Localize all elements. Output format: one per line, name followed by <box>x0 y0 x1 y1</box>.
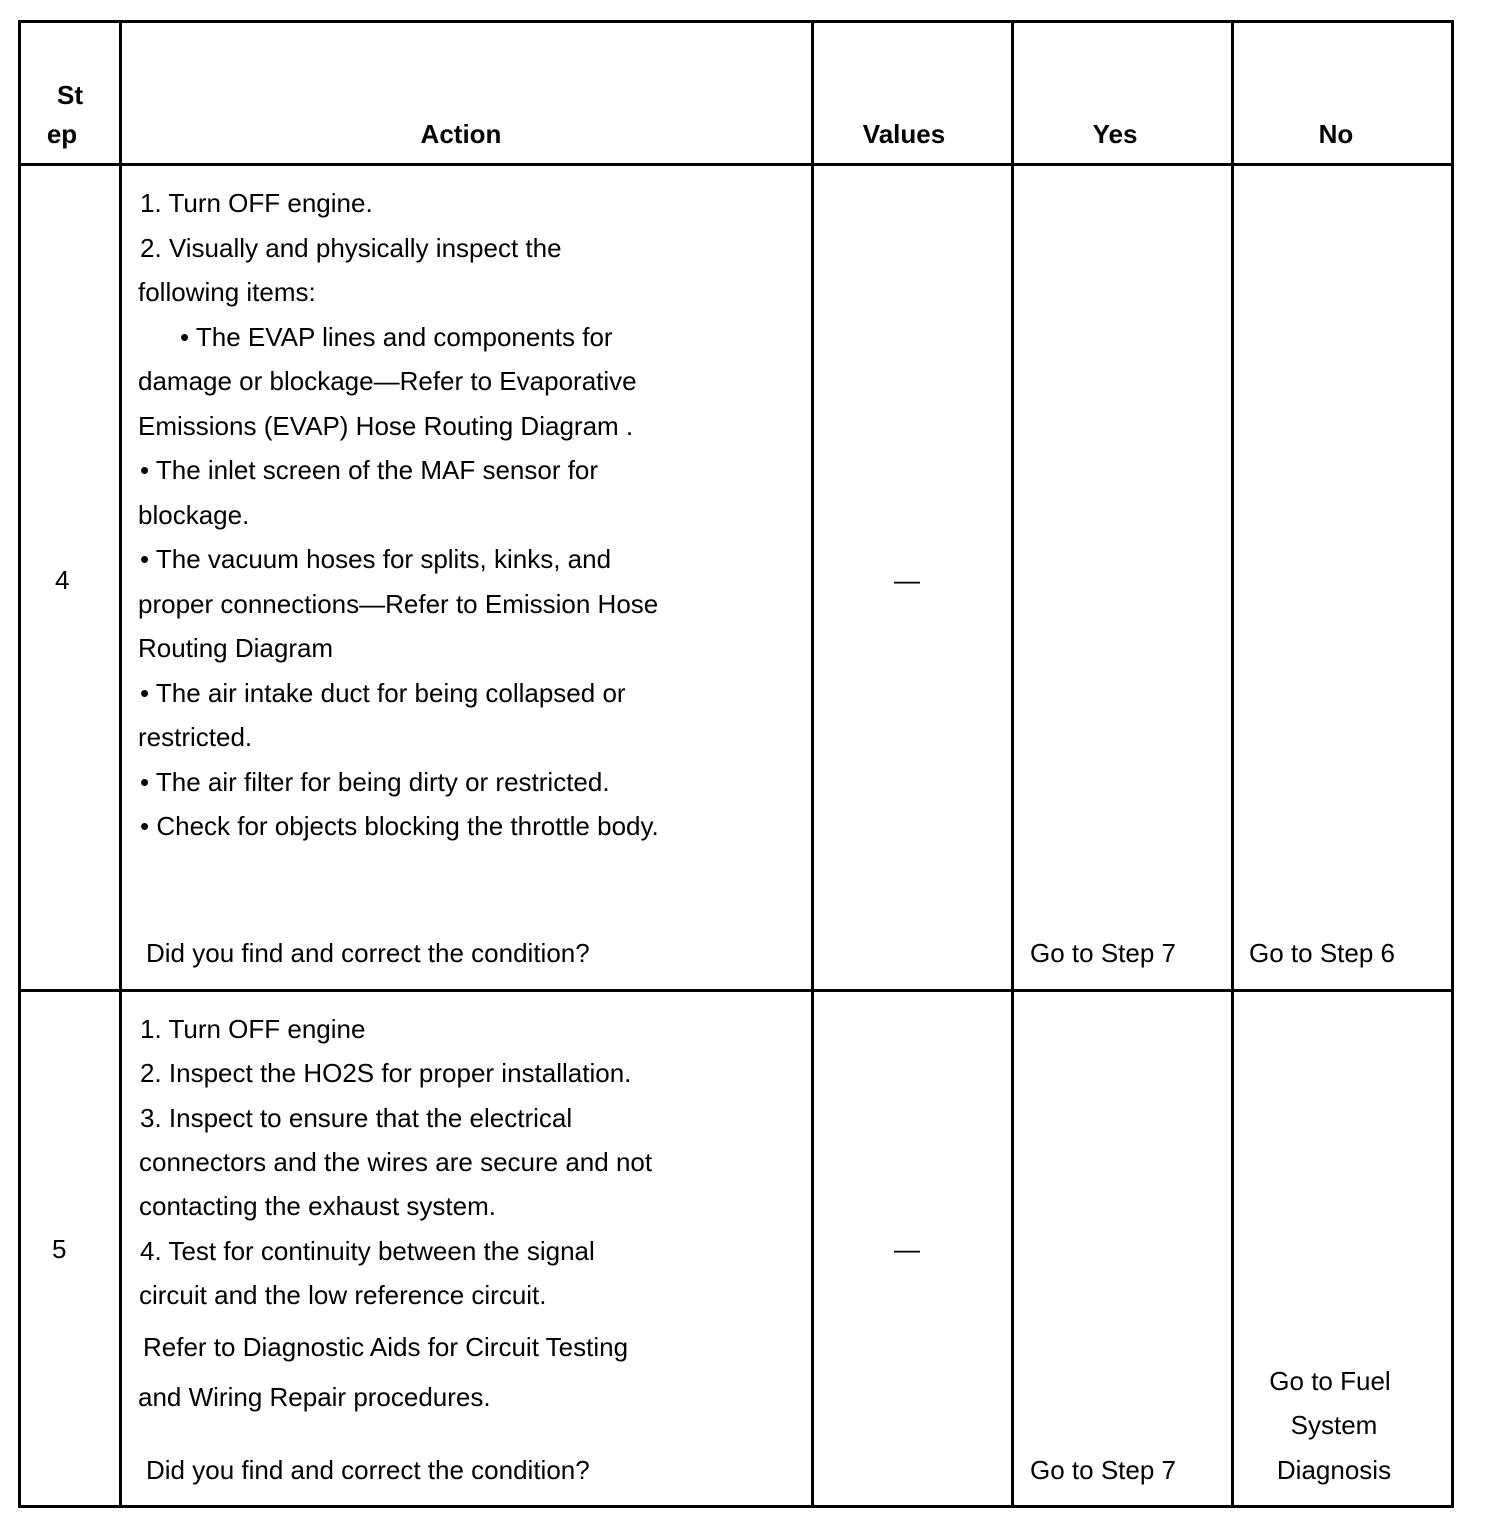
action-line: contacting the exhaust system. <box>139 1191 496 1221</box>
action-line: 1. Turn OFF engine <box>140 1014 366 1044</box>
values-cell: — <box>894 1234 920 1264</box>
header-yes: Yes <box>1092 119 1138 149</box>
action-question: Did you find and correct the condition? <box>146 938 590 968</box>
step-number: 5 <box>52 1234 67 1264</box>
step-number: 4 <box>55 565 70 595</box>
action-line: 3. Inspect to ensure that the electrical <box>140 1103 573 1133</box>
action-line: • The air intake duct for being collapsed or <box>140 678 626 708</box>
row-divider <box>18 989 1454 992</box>
action-line: proper connections—Refer to Emission Hose <box>138 589 659 619</box>
table-border-top <box>18 20 1454 23</box>
action-line: 2. Inspect the HO2S for proper installation. <box>140 1058 632 1088</box>
action-line: 4. Test for continuity between the signal <box>140 1236 595 1266</box>
header-action: Action <box>420 119 502 149</box>
values-cell: — <box>894 565 920 595</box>
action-line: circuit and the low reference circuit. <box>139 1280 547 1310</box>
action-note-line: Refer to Diagnostic Aids for Circuit Testing <box>143 1332 629 1362</box>
column-divider-yes <box>1231 20 1234 1508</box>
header-no: No <box>1318 119 1354 149</box>
action-line: blockage. <box>138 500 250 530</box>
action-line: connectors and the wires are secure and not <box>139 1147 653 1177</box>
table-border-right <box>1451 20 1454 1508</box>
action-line: • The EVAP lines and components for <box>180 322 613 352</box>
action-line: 2. Visually and physically inspect the <box>140 233 562 263</box>
action-line: Emissions (EVAP) Hose Routing Diagram . <box>138 411 634 441</box>
yes-cell: Go to Step 7 <box>1030 938 1176 968</box>
column-divider-values <box>1011 20 1014 1508</box>
no-cell-line: Diagnosis <box>1276 1455 1392 1485</box>
no-cell: Go to Step 6 <box>1249 938 1395 968</box>
column-divider-action <box>811 20 814 1508</box>
action-line: • The vacuum hoses for splits, kinks, and <box>140 544 612 574</box>
action-line: • The inlet screen of the MAF sensor for <box>140 455 599 485</box>
action-line: • The air filter for being dirty or restricted. <box>140 767 610 797</box>
header-values: Values <box>862 119 946 149</box>
action-note-line: and Wiring Repair procedures. <box>138 1382 491 1412</box>
no-cell-line: System <box>1290 1410 1378 1440</box>
no-cell-line: Go to Fuel <box>1269 1366 1391 1396</box>
action-line: 1. Turn OFF engine. <box>140 188 373 218</box>
action-line: following items: <box>138 277 316 307</box>
header-step-line1: St <box>57 80 83 110</box>
yes-cell: Go to Step 7 <box>1030 1455 1176 1485</box>
action-line: damage or blockage—Refer to Evaporative <box>138 366 637 396</box>
column-divider-step <box>119 20 122 1508</box>
action-line: Routing Diagram <box>138 633 334 663</box>
table-border-left <box>18 20 21 1508</box>
action-line: • Check for objects blocking the throttle body. <box>140 811 659 841</box>
header-divider <box>18 163 1454 166</box>
header-step-line2: ep <box>46 119 78 149</box>
action-line: restricted. <box>138 722 253 752</box>
action-question: Did you find and correct the condition? <box>146 1455 590 1485</box>
table-border-bottom <box>18 1505 1454 1508</box>
